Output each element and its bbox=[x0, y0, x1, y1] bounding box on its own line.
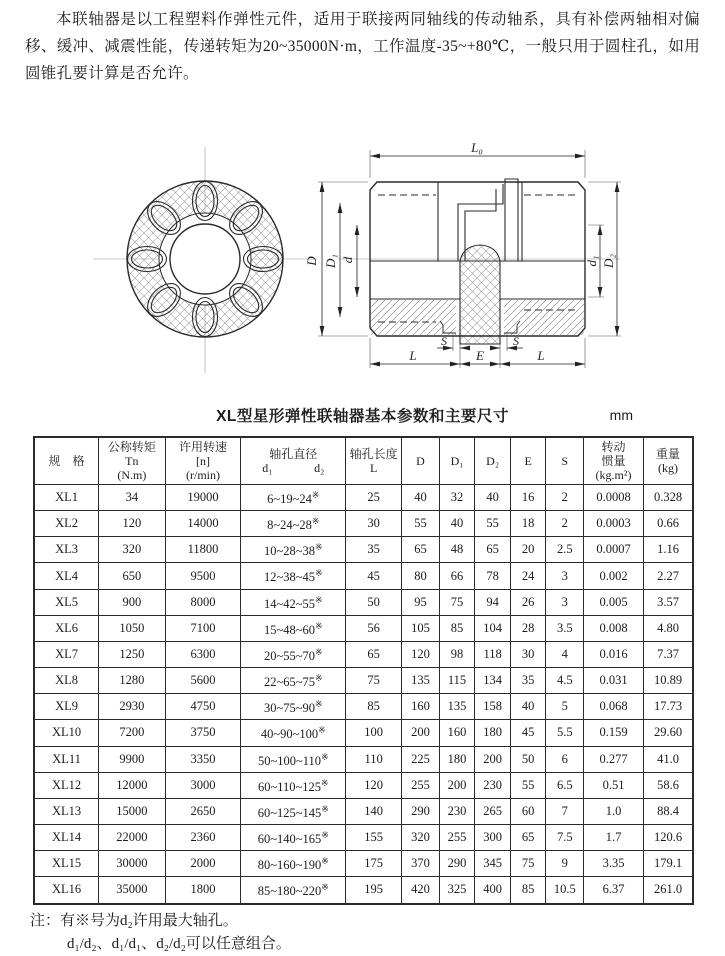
table-cell: 9 bbox=[546, 851, 584, 877]
table-cell: 200 bbox=[402, 720, 440, 746]
table-cell: XL1 bbox=[34, 485, 99, 511]
table-cell: 29.60 bbox=[644, 720, 694, 746]
table-cell: 3.57 bbox=[644, 589, 694, 615]
table-cell: 14~42~55※ bbox=[241, 589, 346, 615]
table-row bbox=[34, 485, 693, 511]
table-cell: XL7 bbox=[34, 641, 99, 667]
table-cell: 40 bbox=[475, 485, 511, 511]
table-cell: 7100 bbox=[165, 615, 241, 641]
table-cell: 65 bbox=[510, 825, 546, 851]
max-bore-mark: ※ bbox=[321, 751, 329, 762]
col-weight: 重量 (kg) bbox=[644, 437, 694, 485]
table-cell: 0.51 bbox=[584, 772, 644, 798]
table-cell: 290 bbox=[439, 851, 475, 877]
table-cell: 40 bbox=[510, 694, 546, 720]
table-cell: 120.6 bbox=[644, 825, 694, 851]
table-cell: 3000 bbox=[165, 772, 241, 798]
section-view bbox=[338, 179, 620, 344]
table-cell: 30 bbox=[510, 641, 546, 667]
table-cell: 6 bbox=[546, 746, 584, 772]
table-cell: 1.0 bbox=[584, 798, 644, 824]
table-cell: 6.5 bbox=[546, 772, 584, 798]
parameters-table bbox=[33, 436, 694, 905]
table-cell: 0.159 bbox=[584, 720, 644, 746]
table-cell: 420 bbox=[402, 877, 440, 904]
max-bore-mark: ※ bbox=[318, 725, 326, 736]
table-cell: 2930 bbox=[99, 694, 166, 720]
table-cell: 2.5 bbox=[546, 537, 584, 563]
table-cell: 160 bbox=[439, 720, 475, 746]
max-bore-mark: ※ bbox=[321, 882, 329, 893]
table-cell: 225 bbox=[402, 746, 440, 772]
note-line-2: d₁/d₂、d₁/d₁、d₂/d₂可以任意组合。 bbox=[67, 935, 291, 952]
table-cell: XL6 bbox=[34, 615, 99, 641]
dim-bore-left: d bbox=[340, 256, 355, 264]
table-cell: 4.80 bbox=[644, 615, 694, 641]
table-cell: 1280 bbox=[99, 668, 166, 694]
table-row bbox=[34, 641, 693, 667]
table-cell: 4750 bbox=[165, 694, 241, 720]
table-cell: 0.277 bbox=[584, 746, 644, 772]
table-cell: 261.0 bbox=[644, 877, 694, 904]
table-cell: 0.016 bbox=[584, 641, 644, 667]
document-page bbox=[0, 6, 725, 952]
table-cell: 30~75~90※ bbox=[241, 694, 346, 720]
table-cell: 10~28~38※ bbox=[241, 537, 346, 563]
col-D2: D₂ bbox=[475, 437, 511, 485]
table-cell: 30 bbox=[346, 511, 402, 537]
dim-gap-right: S bbox=[513, 334, 519, 348]
table-cell: 0.008 bbox=[584, 615, 644, 641]
table-cell: 58.6 bbox=[644, 772, 694, 798]
col-bore-length: 轴孔长度 L bbox=[346, 437, 402, 485]
table-cell: 22000 bbox=[99, 825, 166, 851]
table-cell: 75 bbox=[439, 589, 475, 615]
table-cell: 255 bbox=[402, 772, 440, 798]
table-cell: 2000 bbox=[165, 851, 241, 877]
table-cell: 230 bbox=[439, 798, 475, 824]
table-cell: 15000 bbox=[99, 798, 166, 824]
table-cell: 60~110~125※ bbox=[241, 772, 346, 798]
table-cell: 160 bbox=[402, 694, 440, 720]
table-cell: 11800 bbox=[165, 537, 241, 563]
col-torque: 公称转矩 Tn (N.m) bbox=[99, 437, 166, 485]
table-cell: XL16 bbox=[34, 877, 99, 904]
table-cell: 40~90~100※ bbox=[241, 720, 346, 746]
col-spec: 规 格 bbox=[34, 437, 99, 485]
table-cell: 65 bbox=[402, 537, 440, 563]
table-row bbox=[34, 746, 693, 772]
table-cell: 8000 bbox=[165, 589, 241, 615]
table-cell: 12~38~45※ bbox=[241, 563, 346, 589]
table-cell: 120 bbox=[402, 641, 440, 667]
col-S: S bbox=[546, 437, 584, 485]
front-view bbox=[93, 147, 317, 373]
table-row bbox=[34, 694, 693, 720]
max-bore-mark: ※ bbox=[321, 803, 329, 814]
table-cell: 20 bbox=[510, 537, 546, 563]
table-cell: 85 bbox=[510, 877, 546, 904]
table-cell: 0.002 bbox=[584, 563, 644, 589]
dim-hub-diameter: D₂ bbox=[601, 254, 616, 268]
table-cell: XL5 bbox=[34, 589, 99, 615]
table-cell: 5600 bbox=[165, 668, 241, 694]
table-cell: 0.66 bbox=[644, 511, 694, 537]
table-cell: 120 bbox=[99, 511, 166, 537]
table-cell: 6.37 bbox=[584, 877, 644, 904]
table-cell: 6~19~24※ bbox=[241, 485, 346, 511]
dim-hub-length-right: L bbox=[537, 348, 545, 363]
table-cell: 4.5 bbox=[546, 668, 584, 694]
table-cell: 230 bbox=[475, 772, 511, 798]
dim-overall-length: L₀ bbox=[471, 140, 483, 155]
col-D: D bbox=[402, 437, 440, 485]
table-cell: 7200 bbox=[99, 720, 166, 746]
table-cell: XL8 bbox=[34, 668, 99, 694]
coupling-drawing-svg bbox=[0, 139, 725, 387]
table-cell: 195 bbox=[346, 877, 402, 904]
table-cell: 155 bbox=[346, 825, 402, 851]
table-cell: 9900 bbox=[99, 746, 166, 772]
table-cell: 55 bbox=[475, 511, 511, 537]
table-cell: 7.37 bbox=[644, 641, 694, 667]
table-cell: 180 bbox=[475, 720, 511, 746]
table-row bbox=[34, 720, 693, 746]
table-cell: 85~180~220※ bbox=[241, 877, 346, 904]
table-cell: 75 bbox=[346, 668, 402, 694]
table-cell: 60~140~165※ bbox=[241, 825, 346, 851]
table-cell: 2.27 bbox=[644, 563, 694, 589]
table-cell: 98 bbox=[439, 641, 475, 667]
table-title: XL型星形弹性联轴器基本参数和主要尺寸 bbox=[216, 408, 509, 425]
table-cell: 35 bbox=[510, 668, 546, 694]
table-cell: 3.5 bbox=[546, 615, 584, 641]
technical-drawing bbox=[0, 139, 725, 392]
table-cell: 14000 bbox=[165, 511, 241, 537]
table-cell: 158 bbox=[475, 694, 511, 720]
col-bore-diameter: 轴孔直径 d₁ d₂ bbox=[241, 437, 346, 485]
table-cell: XL2 bbox=[34, 511, 99, 537]
max-bore-mark: ※ bbox=[315, 673, 323, 684]
table-cell: 650 bbox=[99, 563, 166, 589]
dim-gap-left: S bbox=[441, 334, 447, 348]
table-cell: 135 bbox=[439, 694, 475, 720]
dim-flange-diameter: D₁ bbox=[323, 254, 338, 268]
table-cell: 40 bbox=[402, 485, 440, 511]
table-cell: 32 bbox=[439, 485, 475, 511]
table-cell: 88.4 bbox=[644, 798, 694, 824]
table-cell: 9500 bbox=[165, 563, 241, 589]
table-cell: 80~160~190※ bbox=[241, 851, 346, 877]
table-cell: XL12 bbox=[34, 772, 99, 798]
table-cell: 290 bbox=[402, 798, 440, 824]
table-cell: 3 bbox=[546, 563, 584, 589]
table-cell: 45 bbox=[510, 720, 546, 746]
table-cell: 0.005 bbox=[584, 589, 644, 615]
table-cell: 0.328 bbox=[644, 485, 694, 511]
table-cell: 8~24~28※ bbox=[241, 511, 346, 537]
table-cell: 19000 bbox=[165, 485, 241, 511]
table-cell: 7 bbox=[546, 798, 584, 824]
table-cell: 60~125~145※ bbox=[241, 798, 346, 824]
table-cell: 25 bbox=[346, 485, 402, 511]
table-cell: 180 bbox=[439, 746, 475, 772]
table-cell: 104 bbox=[475, 615, 511, 641]
table-cell: 28 bbox=[510, 615, 546, 641]
max-bore-mark: ※ bbox=[315, 620, 323, 631]
table-body bbox=[34, 485, 693, 904]
table-row bbox=[34, 537, 693, 563]
table-cell: 1050 bbox=[99, 615, 166, 641]
table-row bbox=[34, 668, 693, 694]
table-row bbox=[34, 798, 693, 824]
table-cell: 118 bbox=[475, 641, 511, 667]
max-bore-mark: ※ bbox=[311, 516, 320, 527]
table-cell: 50 bbox=[346, 589, 402, 615]
table-cell: 320 bbox=[402, 825, 440, 851]
table-cell: 110 bbox=[346, 746, 402, 772]
table-cell: 5.5 bbox=[546, 720, 584, 746]
max-bore-mark: ※ bbox=[315, 594, 323, 605]
table-cell: 26 bbox=[510, 589, 546, 615]
table-cell: 3750 bbox=[165, 720, 241, 746]
table-cell: 40 bbox=[439, 511, 475, 537]
table-cell: 105 bbox=[402, 615, 440, 641]
table-cell: 85 bbox=[439, 615, 475, 641]
dim-element-width: E bbox=[476, 348, 484, 363]
table-row bbox=[34, 615, 693, 641]
header-row bbox=[34, 437, 693, 485]
table-row bbox=[34, 851, 693, 877]
table-cell: 325 bbox=[439, 877, 475, 904]
col-D1: D₁ bbox=[439, 437, 475, 485]
table-cell: 2 bbox=[546, 511, 584, 537]
col-speed: 许用转速 [n] (r/min) bbox=[165, 437, 241, 485]
table-cell: 15~48~60※ bbox=[241, 615, 346, 641]
table-row bbox=[34, 563, 693, 589]
table-cell: 320 bbox=[99, 537, 166, 563]
table-cell: 35 bbox=[346, 537, 402, 563]
dim-hub-length-left: L bbox=[409, 348, 417, 363]
max-bore-mark: ※ bbox=[315, 646, 323, 657]
table-cell: 16 bbox=[510, 485, 546, 511]
dim-outer-diameter: D bbox=[304, 256, 319, 266]
table-cell: 50 bbox=[510, 746, 546, 772]
table-cell: 179.1 bbox=[644, 851, 694, 877]
table-cell: XL9 bbox=[34, 694, 99, 720]
table-row bbox=[34, 772, 693, 798]
table-cell: 135 bbox=[402, 668, 440, 694]
table-cell: 12000 bbox=[99, 772, 166, 798]
table-cell: 10.89 bbox=[644, 668, 694, 694]
table-row bbox=[34, 825, 693, 851]
table-cell: 2360 bbox=[165, 825, 241, 851]
table-cell: 94 bbox=[475, 589, 511, 615]
col-inertia: 转动 惯量 (kg.m²) bbox=[584, 437, 644, 485]
table-cell: 115 bbox=[439, 668, 475, 694]
table-cell: 200 bbox=[439, 772, 475, 798]
table-cell: 900 bbox=[99, 589, 166, 615]
table-cell: 0.0007 bbox=[584, 537, 644, 563]
table-row bbox=[34, 877, 693, 904]
table-cell: XL15 bbox=[34, 851, 99, 877]
table-cell: 65 bbox=[346, 641, 402, 667]
table-cell: 65 bbox=[475, 537, 511, 563]
table-notes bbox=[30, 910, 725, 956]
table-cell: 5 bbox=[546, 694, 584, 720]
table-cell: 3 bbox=[546, 589, 584, 615]
table-cell: 95 bbox=[402, 589, 440, 615]
table-cell: 41.0 bbox=[644, 746, 694, 772]
table-cell: 100 bbox=[346, 720, 402, 746]
table-cell: 85 bbox=[346, 694, 402, 720]
table-cell: 66 bbox=[439, 563, 475, 589]
table-cell: 0.0003 bbox=[584, 511, 644, 537]
table-cell: 1.16 bbox=[644, 537, 694, 563]
table-cell: XL13 bbox=[34, 798, 99, 824]
table-cell: 0.068 bbox=[584, 694, 644, 720]
table-cell: 4 bbox=[546, 641, 584, 667]
table-cell: 2 bbox=[546, 485, 584, 511]
table-cell: 78 bbox=[475, 563, 511, 589]
table-cell: 345 bbox=[475, 851, 511, 877]
table-cell: 0.0008 bbox=[584, 485, 644, 511]
max-bore-mark: ※ bbox=[315, 699, 323, 710]
table-cell: 24 bbox=[510, 563, 546, 589]
table-cell: 20~55~70※ bbox=[241, 641, 346, 667]
table-cell: 140 bbox=[346, 798, 402, 824]
table-unit: mm bbox=[609, 407, 633, 423]
table-cell: 400 bbox=[475, 877, 511, 904]
table-cell: 80 bbox=[402, 563, 440, 589]
table-cell: 18 bbox=[510, 511, 546, 537]
table-cell: 175 bbox=[346, 851, 402, 877]
table-cell: 200 bbox=[475, 746, 511, 772]
table-cell: 120 bbox=[346, 772, 402, 798]
table-cell: 2650 bbox=[165, 798, 241, 824]
table-cell: XL11 bbox=[34, 746, 99, 772]
table-cell: 7.5 bbox=[546, 825, 584, 851]
table-cell: XL3 bbox=[34, 537, 99, 563]
table-cell: 22~65~75※ bbox=[241, 668, 346, 694]
table-cell: XL14 bbox=[34, 825, 99, 851]
table-cell: 17.73 bbox=[644, 694, 694, 720]
table-cell: 134 bbox=[475, 668, 511, 694]
table-row bbox=[34, 589, 693, 615]
table-cell: 75 bbox=[510, 851, 546, 877]
table-cell: 55 bbox=[402, 511, 440, 537]
col-E: E bbox=[510, 437, 546, 485]
dim-bore-right: d₁ bbox=[584, 255, 599, 267]
max-bore-mark: ※ bbox=[321, 777, 329, 788]
table-cell: 34 bbox=[99, 485, 166, 511]
max-bore-mark: ※ bbox=[321, 830, 329, 841]
table-title-bar bbox=[0, 404, 725, 428]
table-cell: 3350 bbox=[165, 746, 241, 772]
note-line-1: 注：有※号为d₂许用最大轴孔。 bbox=[30, 912, 238, 929]
table-cell: 56 bbox=[346, 615, 402, 641]
intro-paragraph: 本联轴器是以工程塑料作弹性元件，适用于联接两同轴线的传动轴系，具有补偿两轴相对偏移、缓冲、减震性能，传递转矩为20~35000N·m，工作温度-35~+80℃，一般只用于圆柱孔，如用圆锥孔要计算是否允许。 bbox=[25, 11, 700, 82]
table-cell: 265 bbox=[475, 798, 511, 824]
table-cell: 0.031 bbox=[584, 668, 644, 694]
table-cell: 55 bbox=[510, 772, 546, 798]
table-cell: 35000 bbox=[99, 877, 166, 904]
table-row bbox=[34, 511, 693, 537]
table-cell: 60 bbox=[510, 798, 546, 824]
max-bore-mark: ※ bbox=[321, 856, 329, 867]
table-cell: XL10 bbox=[34, 720, 99, 746]
table-cell: 3.35 bbox=[584, 851, 644, 877]
table-cell: 10.5 bbox=[546, 877, 584, 904]
table-cell: 45 bbox=[346, 563, 402, 589]
max-bore-mark: ※ bbox=[315, 568, 323, 579]
max-bore-mark: ※ bbox=[315, 542, 323, 553]
table-cell: 300 bbox=[475, 825, 511, 851]
table-cell: 48 bbox=[439, 537, 475, 563]
table-cell: 50~100~110※ bbox=[241, 746, 346, 772]
table-cell: XL4 bbox=[34, 563, 99, 589]
table-cell: 1.7 bbox=[584, 825, 644, 851]
table-cell: 1800 bbox=[165, 877, 241, 904]
table-cell: 255 bbox=[439, 825, 475, 851]
table-cell: 30000 bbox=[99, 851, 166, 877]
table-cell: 1250 bbox=[99, 641, 166, 667]
table-cell: 370 bbox=[402, 851, 440, 877]
max-bore-mark: ※ bbox=[311, 490, 320, 500]
table-cell: 6300 bbox=[165, 641, 241, 667]
